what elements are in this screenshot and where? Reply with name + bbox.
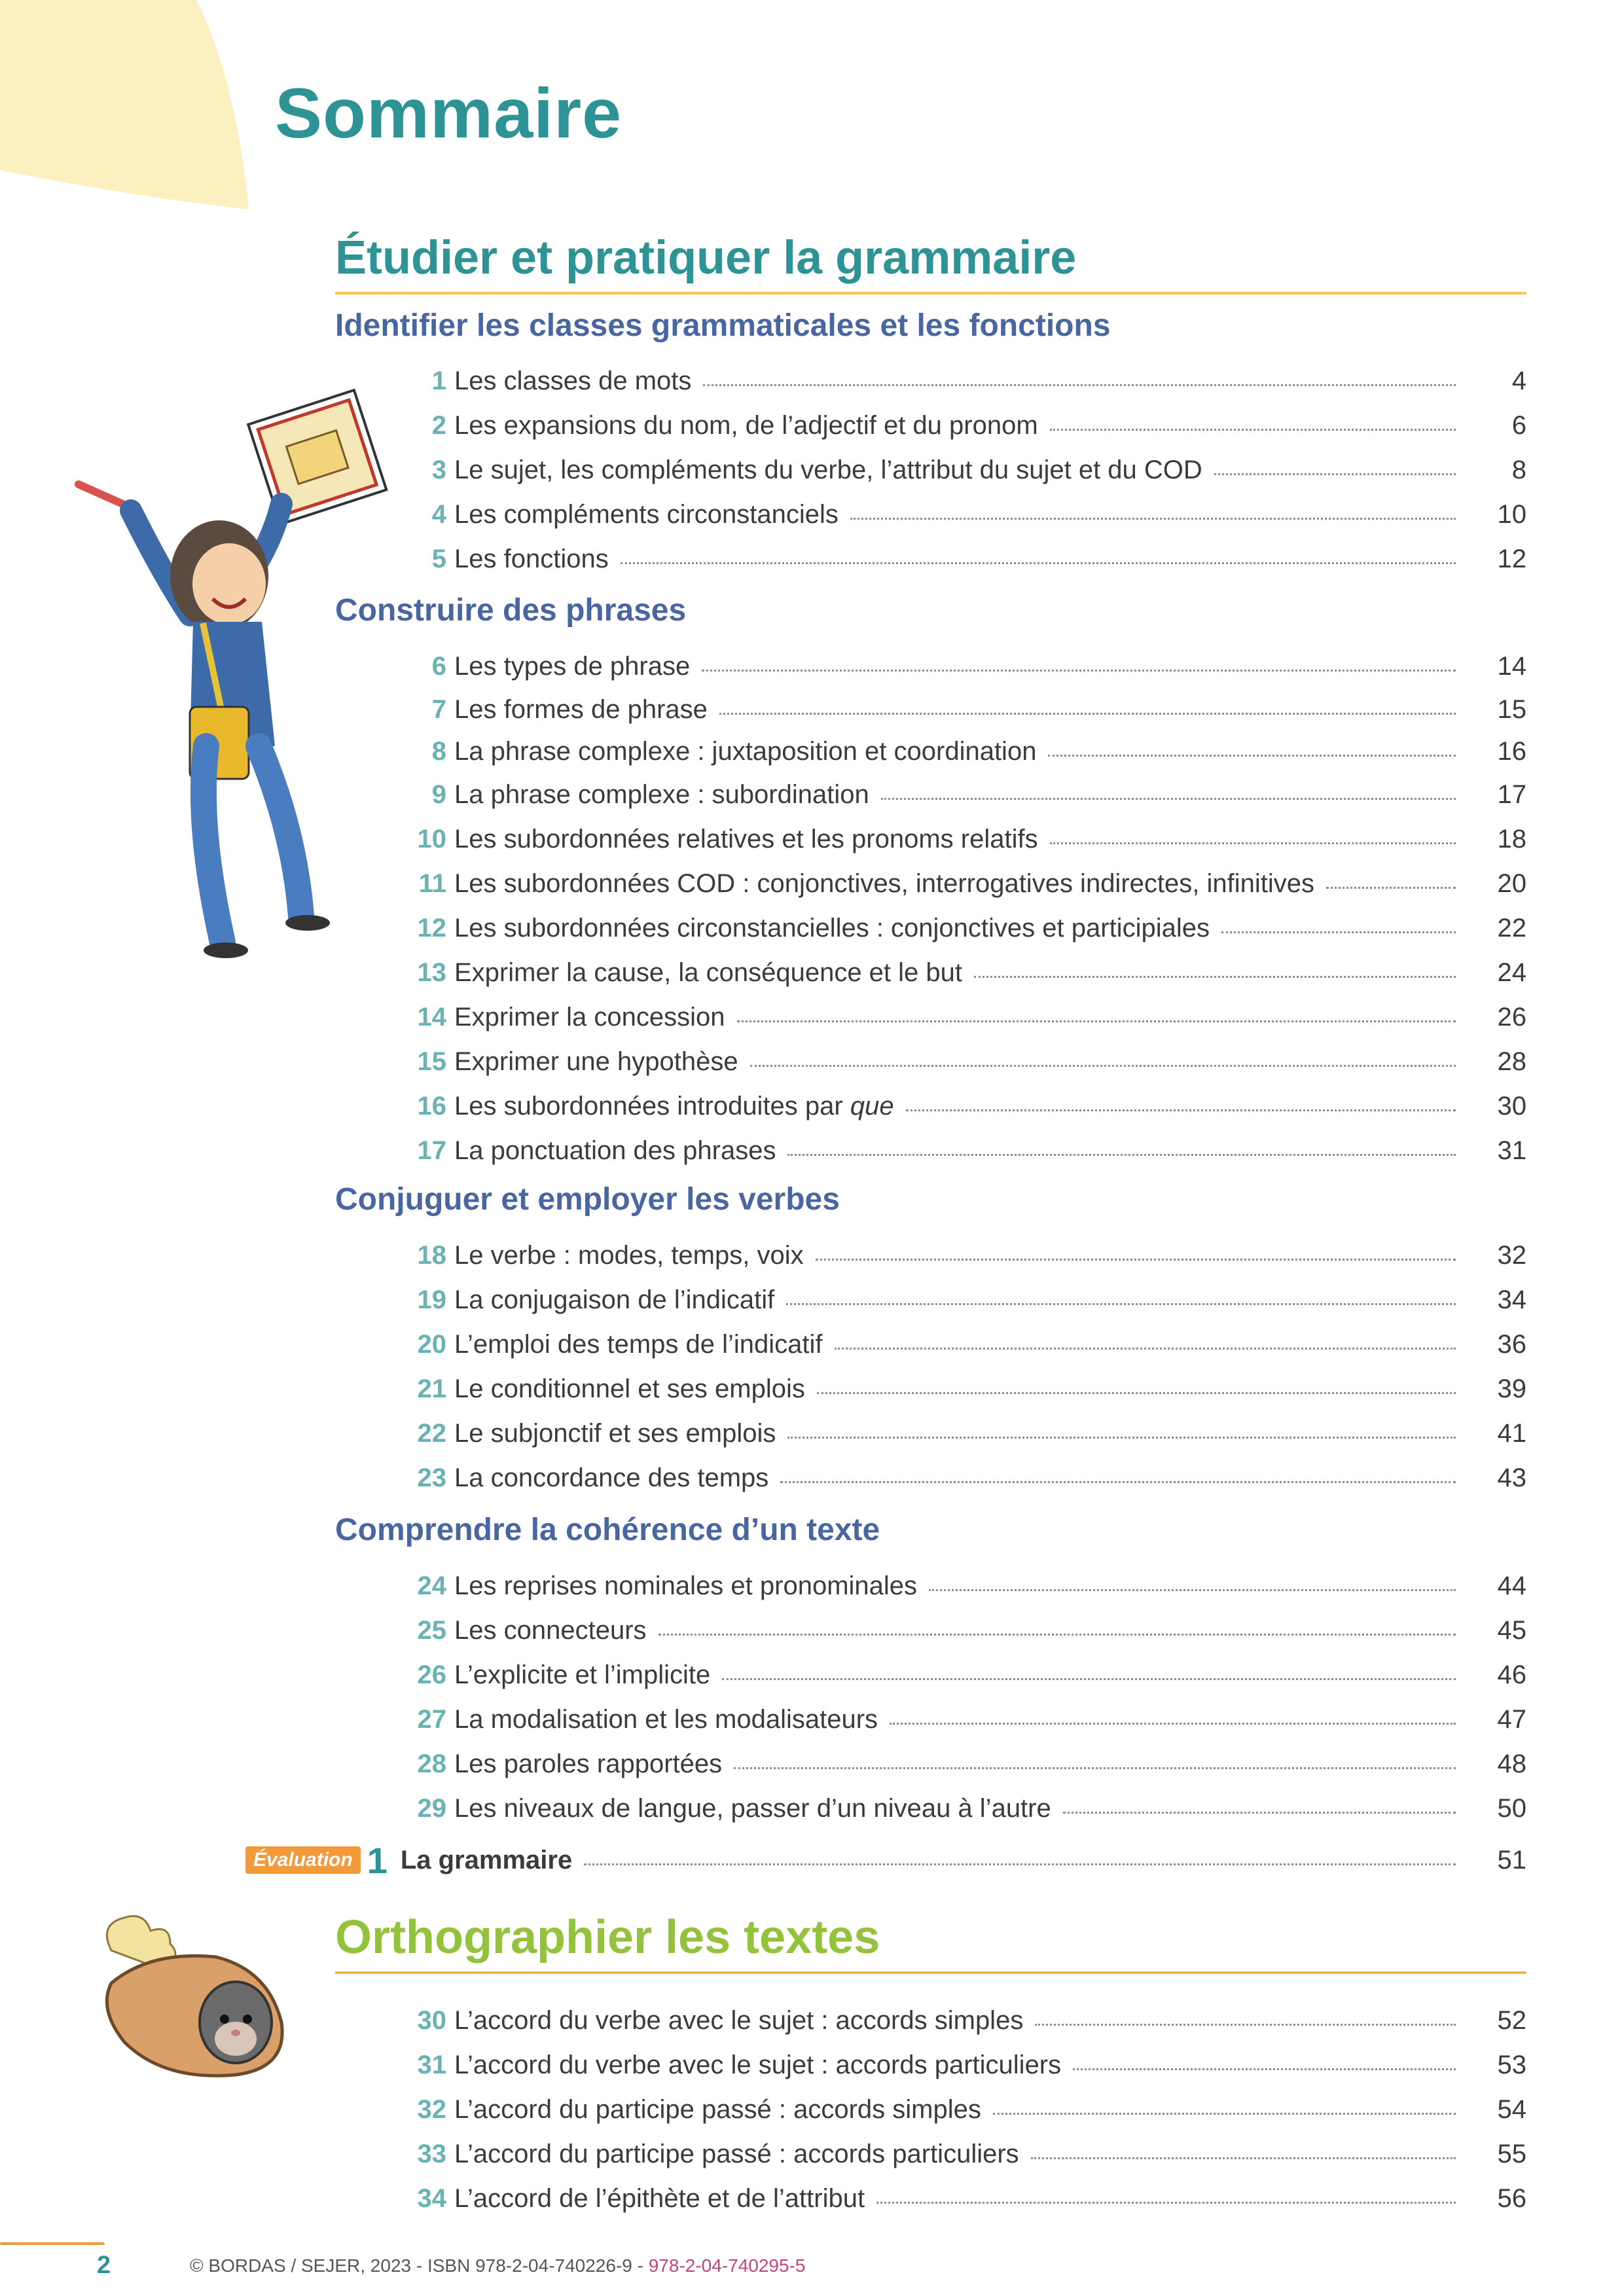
leader-dots <box>702 670 1456 672</box>
toc-entry[interactable] <box>335 772 1526 817</box>
entry-title: Le conditionnel et ses emplois <box>454 1374 805 1403</box>
subsection-title: Construire des phrases <box>335 593 687 628</box>
leader-dots <box>929 1589 1456 1591</box>
leader-dots <box>787 1154 1456 1156</box>
entry-page: 39 <box>1497 1374 1526 1403</box>
evaluation-badge: Évaluation <box>245 1846 361 1874</box>
animal-illustration <box>72 1911 308 2088</box>
entry-number: 10 <box>417 824 446 853</box>
entry-number: 31 <box>417 2050 446 2079</box>
leader-dots <box>1050 842 1456 844</box>
entry-title: Les expansions du nom, de l’adjectif et du pronom <box>454 410 1038 440</box>
leader-dots <box>1063 1812 1456 1814</box>
page-number: 2 <box>97 2251 111 2279</box>
entry-number: 12 <box>417 913 446 942</box>
toc-entry[interactable] <box>335 2176 1526 2221</box>
leader-dots <box>1050 429 1456 431</box>
toc-entry[interactable] <box>335 1742 1526 1786</box>
toc-entry[interactable] <box>335 1039 1526 1084</box>
footer-accent-line <box>0 2242 105 2245</box>
leader-dots <box>621 562 1456 564</box>
entry-number: 26 <box>417 1660 446 1689</box>
leader-dots <box>780 1481 1456 1483</box>
copyright-text <box>190 2255 805 2276</box>
leader-dots <box>906 1109 1456 1111</box>
entry-title: Les subordonnées COD : conjonctives, interrogatives indirectes, infinitives <box>454 869 1314 898</box>
entry-page: 48 <box>1497 1749 1526 1778</box>
toc-entry[interactable] <box>335 359 1526 403</box>
leader-dots <box>703 384 1456 386</box>
section-spelling-header <box>335 1905 1526 1974</box>
entry-title: Le verbe : modes, temps, voix <box>454 1240 804 1270</box>
leader-dots <box>1073 2068 1456 2070</box>
entry-title: Le subjonctif et ses emplois <box>454 1418 776 1448</box>
toc-entry[interactable] <box>335 995 1526 1039</box>
entry-number: 23 <box>417 1463 446 1492</box>
leader-dots <box>890 1723 1456 1725</box>
evaluation-entry[interactable] <box>245 1838 1526 1882</box>
toc-entry[interactable] <box>335 2132 1526 2176</box>
entry-number: 28 <box>417 1749 446 1778</box>
toc-entry[interactable] <box>335 1786 1526 1831</box>
entry-number: 2 <box>431 410 446 440</box>
entry-number: 24 <box>417 1571 446 1600</box>
entry-title: La ponctuation des phrases <box>454 1136 776 1165</box>
leader-dots <box>876 2202 1456 2204</box>
leader-dots <box>816 1259 1456 1261</box>
leader-dots <box>835 1348 1456 1350</box>
entry-number: 4 <box>431 499 446 529</box>
entry-page: 20 <box>1497 869 1526 898</box>
toc-entry[interactable] <box>335 1653 1526 1697</box>
entry-page: 15 <box>1497 694 1526 724</box>
leader-dots <box>584 1863 1456 1865</box>
entry-title: La phrase complexe : subordination <box>454 780 869 809</box>
entry-number: 9 <box>431 780 446 809</box>
entry-page: 6 <box>1511 410 1526 440</box>
section-title: Orthographier les textes <box>335 1911 880 1964</box>
entry-number: 6 <box>431 651 446 681</box>
leader-dots <box>722 1678 1456 1680</box>
entry-page: 28 <box>1497 1047 1526 1076</box>
entry-title: La modalisation et les modalisateurs <box>454 1704 878 1734</box>
entry-title: Les connecteurs <box>454 1615 647 1645</box>
entry-number: 15 <box>417 1047 446 1076</box>
entry-page: 4 <box>1511 366 1526 395</box>
entry-title: La phrase complexe : juxtaposition et coordination <box>454 736 1037 766</box>
toc-entry[interactable] <box>335 1456 1526 1500</box>
section-divider <box>335 1971 1526 1974</box>
page-footer <box>0 2238 1624 2291</box>
entry-page: 32 <box>1497 1240 1526 1270</box>
toc-entry[interactable] <box>335 1411 1526 1456</box>
entry-page: 31 <box>1497 1136 1526 1165</box>
copyright-separator: - <box>632 2255 649 2276</box>
entry-page: 41 <box>1497 1418 1526 1448</box>
evaluation-number: 1 <box>367 1839 388 1881</box>
entry-title: Les compléments circonstanciels <box>454 499 839 529</box>
entry-title: Les formes de phrase <box>454 694 708 724</box>
entry-page: 56 <box>1497 2183 1526 2213</box>
entry-number: 21 <box>417 1374 446 1403</box>
toc-list <box>335 359 1526 581</box>
student-illustration <box>65 380 406 969</box>
leader-dots <box>1035 2024 1456 2026</box>
toc-entry[interactable] <box>335 644 1526 689</box>
entry-number: 18 <box>417 1240 446 1270</box>
entry-number: 27 <box>417 1704 446 1734</box>
entry-page: 53 <box>1497 2050 1526 2079</box>
entry-title: L’explicite et l’implicite <box>454 1660 711 1689</box>
subsection-title: Identifier les classes grammaticales et les fonctions <box>335 308 1111 343</box>
copyright-main: © BORDAS / SEJER, 2023 - ISBN 978-2-04-740226-9 <box>190 2255 632 2276</box>
entry-number: 8 <box>431 736 446 766</box>
evaluation-title: La grammaire <box>400 1845 573 1874</box>
entry-page: 55 <box>1497 2139 1526 2168</box>
leader-dots <box>786 1303 1456 1305</box>
leader-dots <box>719 713 1456 715</box>
entry-page: 34 <box>1497 1285 1526 1314</box>
entry-title: L’accord du participe passé : accords simples <box>454 2094 981 2124</box>
toc-entry[interactable] <box>335 950 1526 995</box>
entry-page: 18 <box>1497 824 1526 853</box>
entry-number: 32 <box>417 2094 446 2124</box>
entry-number: 1 <box>431 366 446 395</box>
entry-number: 34 <box>417 2183 446 2213</box>
toc-list <box>335 644 1526 1173</box>
entry-number: 20 <box>417 1329 446 1359</box>
toc-entry[interactable] <box>335 448 1526 492</box>
toc-entry[interactable] <box>335 2087 1526 2132</box>
toc-entry[interactable] <box>335 861 1526 906</box>
entry-title-italic: que <box>850 1091 894 1121</box>
leader-dots <box>817 1392 1456 1394</box>
entry-page: 51 <box>1497 1845 1526 1874</box>
toc-entry[interactable] <box>335 689 1526 730</box>
entry-number: 25 <box>417 1615 446 1645</box>
entry-number: 14 <box>417 1002 446 1031</box>
entry-title: Les subordonnées relatives et les pronoms relatifs <box>454 824 1038 853</box>
subsection-title: Conjuguer et employer les verbes <box>335 1182 840 1217</box>
entry-page: 44 <box>1497 1571 1526 1600</box>
leader-dots <box>737 1020 1456 1022</box>
page-title: Sommaire <box>275 73 623 152</box>
entry-title: L’accord de l’épithète et de l’attribut <box>454 2183 865 2213</box>
leader-dots <box>974 976 1456 978</box>
entry-title: La conjugaison de l’indicatif <box>454 1285 775 1314</box>
entry-number: 33 <box>417 2139 446 2168</box>
entry-title: L’accord du participe passé : accords particuliers <box>454 2139 1019 2168</box>
toc-entry[interactable] <box>335 403 1526 448</box>
entry-page: 47 <box>1497 1704 1526 1734</box>
entry-title: Exprimer la cause, la conséquence et le but <box>454 958 962 987</box>
entry-page: 26 <box>1497 1002 1526 1031</box>
toc-entry[interactable] <box>335 492 1526 537</box>
entry-title: Les fonctions <box>454 544 609 573</box>
entry-title: Les niveaux de langue, passer d’un niveau à l’autre <box>454 1793 1051 1823</box>
entry-title: Les paroles rapportées <box>454 1749 723 1778</box>
toc-entry[interactable] <box>335 817 1526 861</box>
leader-dots <box>1031 2157 1456 2159</box>
leader-dots <box>750 1065 1456 1067</box>
toc-entry[interactable] <box>335 1084 1526 1128</box>
section-divider <box>335 292 1526 295</box>
entry-page: 46 <box>1497 1660 1526 1689</box>
leader-dots <box>993 2113 1456 2115</box>
toc-entry[interactable] <box>335 1278 1526 1322</box>
entry-title: L’accord du verbe avec le sujet : accords simples <box>454 2005 1024 2035</box>
entry-page: 30 <box>1497 1091 1526 1121</box>
leader-dots <box>881 798 1456 800</box>
leader-dots <box>787 1437 1456 1439</box>
toc-entry[interactable] <box>335 2043 1526 2087</box>
entry-page: 10 <box>1497 499 1526 529</box>
toc-entry[interactable] <box>335 1697 1526 1742</box>
entry-page: 52 <box>1497 2005 1526 2035</box>
entry-title: Les subordonnées circonstancielles : conjonctives et participiales <box>454 913 1210 942</box>
entry-page: 17 <box>1497 780 1526 809</box>
entry-number: 11 <box>418 869 446 898</box>
entry-title: Le sujet, les compléments du verbe, l’attribut du sujet et du COD <box>454 455 1202 484</box>
leader-dots <box>850 518 1456 520</box>
entry-title: Les classes de mots <box>454 366 692 395</box>
toc-entry[interactable] <box>335 1608 1526 1653</box>
entry-title-text: Les subordonnées introduites par <box>454 1091 843 1121</box>
corner-decoration <box>0 0 255 223</box>
entry-page: 36 <box>1497 1329 1526 1359</box>
leader-dots <box>1326 887 1456 889</box>
entry-title: Exprimer une hypothèse <box>454 1047 738 1076</box>
subsection-title: Comprendre la cohérence d’un texte <box>335 1513 880 1547</box>
entry-title: L’emploi des temps de l’indicatif <box>454 1329 823 1359</box>
leader-dots <box>1214 473 1456 475</box>
entry-title: La concordance des temps <box>454 1463 769 1492</box>
entry-title: L’accord du verbe avec le sujet : accords particuliers <box>454 2050 1062 2079</box>
entry-page: 45 <box>1497 1615 1526 1645</box>
toc-entry[interactable] <box>335 1322 1526 1367</box>
entry-title: Exprimer la concession <box>454 1002 725 1031</box>
entry-number: 22 <box>417 1418 446 1448</box>
copyright-isbn: 978-2-04-740295-5 <box>648 2255 806 2276</box>
entry-page: 50 <box>1497 1793 1526 1823</box>
toc-list <box>335 1998 1526 2221</box>
entry-title: Les reprises nominales et pronominales <box>454 1571 918 1600</box>
toc-entry[interactable] <box>335 730 1526 772</box>
entry-number: 7 <box>431 694 446 724</box>
toc-entry[interactable] <box>335 1998 1526 2043</box>
leader-dots <box>1221 931 1456 933</box>
entry-number: 3 <box>431 455 446 484</box>
entry-number: 5 <box>431 544 446 573</box>
toc-list <box>335 1233 1526 1500</box>
toc-list <box>335 1564 1526 1831</box>
toc-entry[interactable] <box>335 906 1526 950</box>
entry-title <box>454 1092 894 1121</box>
toc-entry[interactable] <box>335 1128 1526 1173</box>
entry-page: 54 <box>1497 2094 1526 2124</box>
entry-page: 14 <box>1497 651 1526 681</box>
entry-number: 29 <box>417 1793 446 1823</box>
entry-page: 24 <box>1497 958 1526 987</box>
entry-page: 12 <box>1497 544 1526 573</box>
toc-entry[interactable] <box>335 1564 1526 1608</box>
entry-number: 17 <box>417 1136 446 1165</box>
toc-entry[interactable] <box>335 1233 1526 1278</box>
entry-number: 16 <box>417 1091 446 1121</box>
section-grammar-header <box>335 225 1526 295</box>
section-title: Étudier et pratiquer la grammaire <box>335 232 1077 284</box>
toc-entry[interactable] <box>335 1367 1526 1411</box>
leader-dots <box>1048 755 1456 757</box>
entry-page: 43 <box>1497 1463 1526 1492</box>
entry-number: 30 <box>417 2005 446 2035</box>
entry-number: 13 <box>417 958 446 987</box>
entry-title: Les types de phrase <box>454 651 691 681</box>
leader-dots <box>659 1634 1456 1636</box>
entry-number: 19 <box>417 1285 446 1314</box>
leader-dots <box>734 1767 1456 1769</box>
toc-entry[interactable] <box>335 537 1526 581</box>
entry-page: 22 <box>1497 913 1526 942</box>
entry-page: 16 <box>1497 736 1526 766</box>
entry-page: 8 <box>1511 455 1526 484</box>
